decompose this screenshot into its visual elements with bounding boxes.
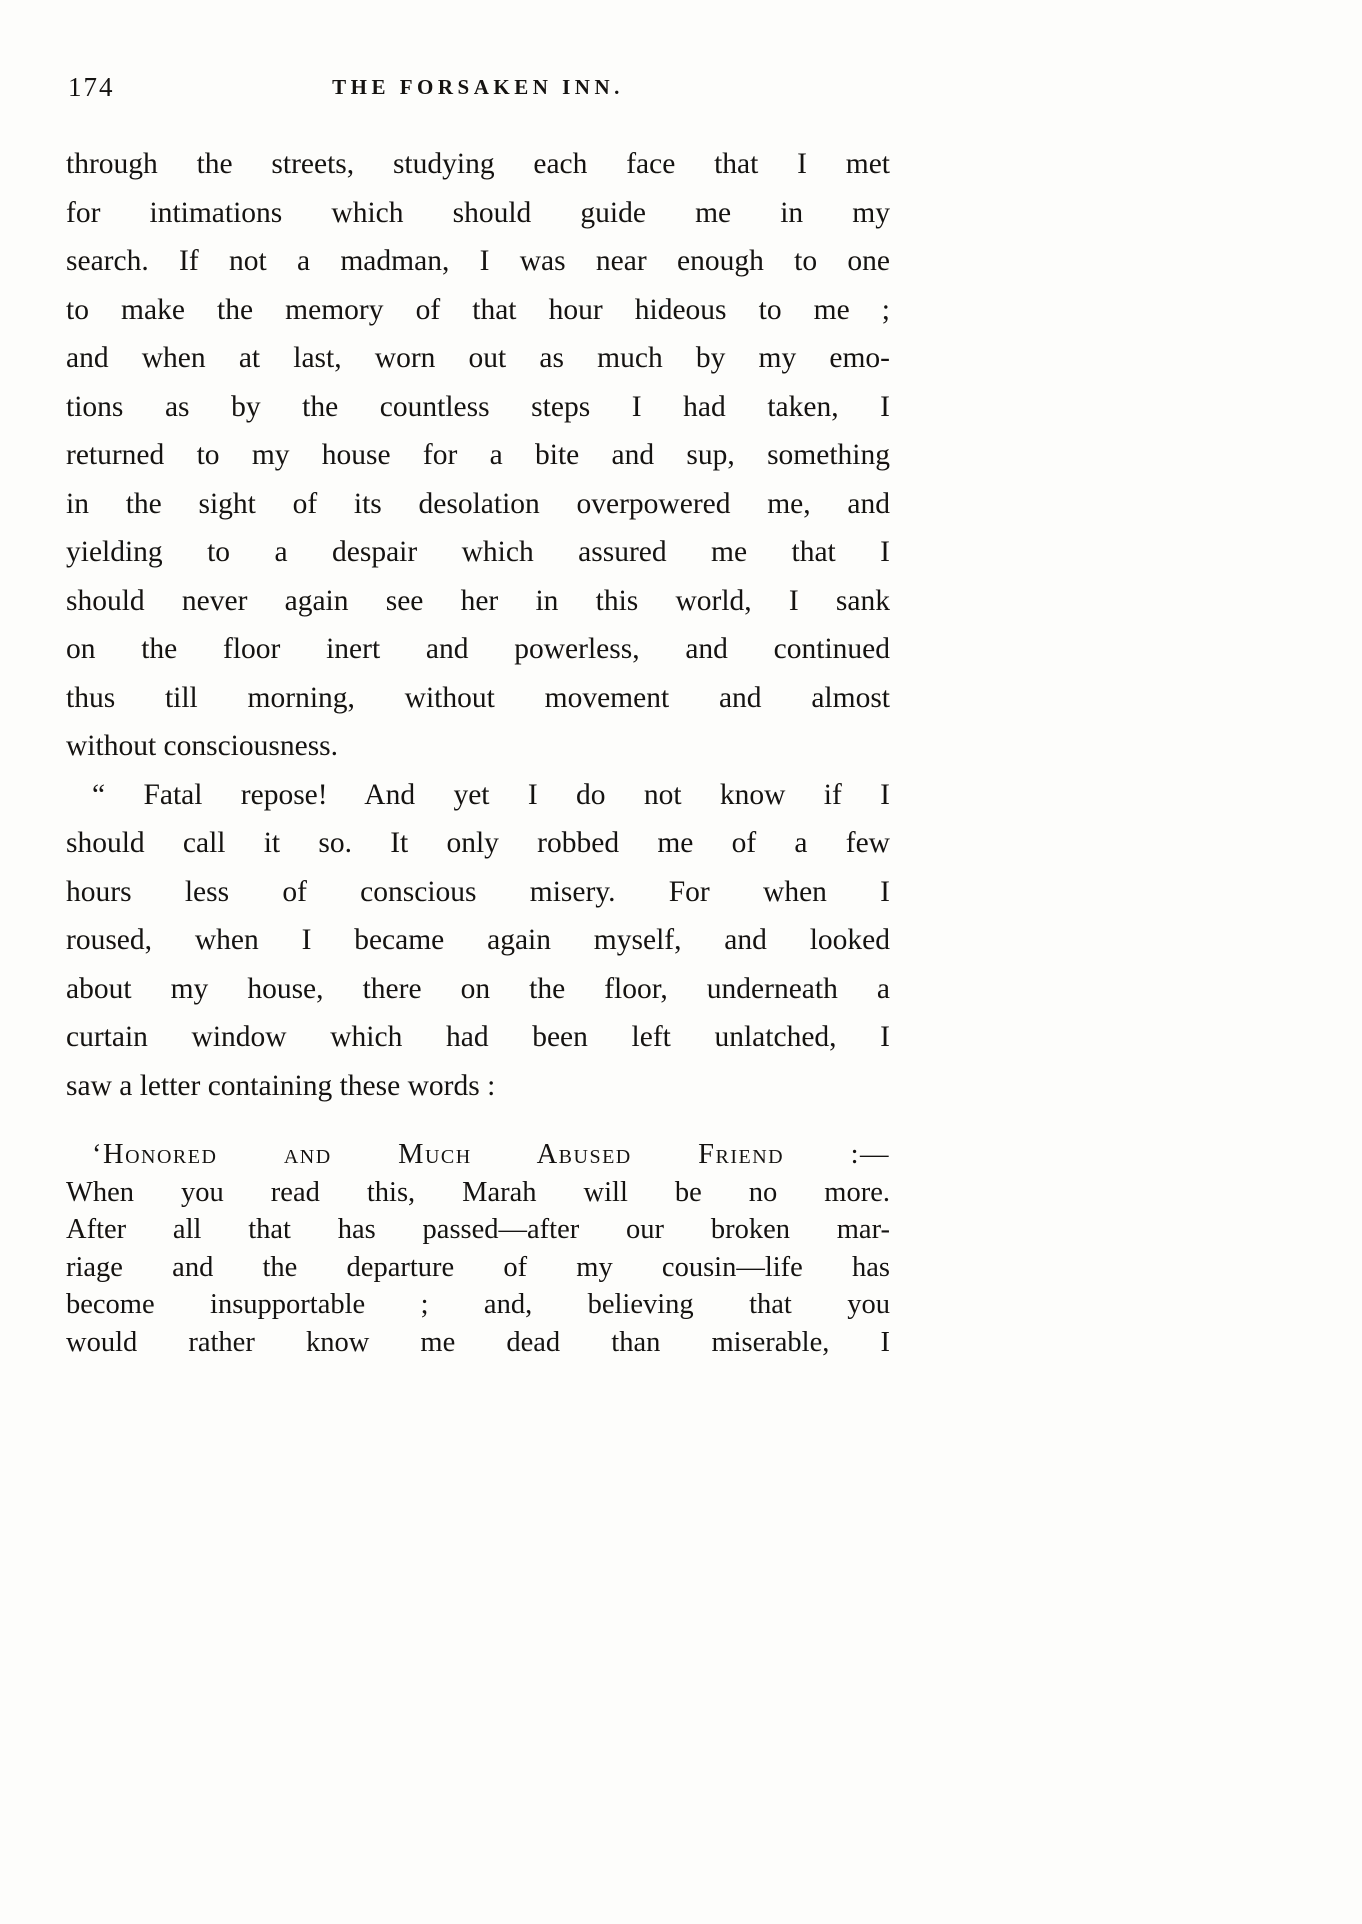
text-line: and when at last, worn out as much by my emo-: [66, 342, 890, 374]
running-title: THE FORSAKEN INN.: [332, 75, 624, 99]
text-line: to make the memory of that hour hideous to me ;: [66, 293, 890, 326]
text-line: riage and the departure of my cousin—life has: [66, 1251, 890, 1283]
page-header: [66, 72, 890, 106]
text-line: search. If not a madman, I was near enough to one: [66, 245, 890, 277]
text-line: curtain window which had been left unlatched, I: [66, 1021, 890, 1053]
paragraph: [66, 140, 890, 771]
text-line: on the floor inert and powerless, and continued: [66, 633, 890, 665]
text-line: in the sight of its desolation overpowered me, and: [66, 487, 890, 520]
text-line: should never again see her in this world, I sank: [66, 584, 890, 617]
paragraph: [66, 1136, 890, 1361]
text-block: [66, 140, 890, 1361]
page-number: 174: [68, 72, 115, 102]
text-line: “ Fatal repose! And yet I do not know if I: [92, 778, 890, 811]
text-line: without consciousness.: [66, 730, 339, 762]
text-line: for intimations which should guide me in my: [66, 196, 890, 229]
text-line: When you read this, Marah will be no more.: [66, 1176, 890, 1208]
text-line: After all that has passed—after our broken mar-: [66, 1214, 890, 1245]
text-line: through the streets, studying each face that I met: [66, 148, 890, 180]
text-line: thus till morning, without movement and almost: [66, 681, 890, 714]
text-line: saw a letter containing these words :: [66, 1069, 496, 1102]
text-line: should call it so. It only robbed me of a few: [66, 827, 890, 859]
text-line: roused, when I became again myself, and looked: [66, 924, 890, 956]
text-line: about my house, there on the floor, underneath a: [66, 972, 890, 1005]
text-line: tions as by the countless steps I had taken, I: [66, 390, 890, 423]
text-line: ‘Honored and Much Abused Friend :—: [92, 1139, 890, 1170]
text-line: returned to my house for a bite and sup, something: [66, 439, 890, 471]
text-line: become insupportable ; and, believing that you: [66, 1289, 890, 1320]
text-line: hours less of conscious misery. For when I: [66, 875, 890, 908]
text-line: would rather know me dead than miserable, I: [66, 1326, 890, 1358]
text-line: yielding to a despair which assured me that I: [66, 536, 890, 568]
paragraph: [66, 771, 890, 1111]
